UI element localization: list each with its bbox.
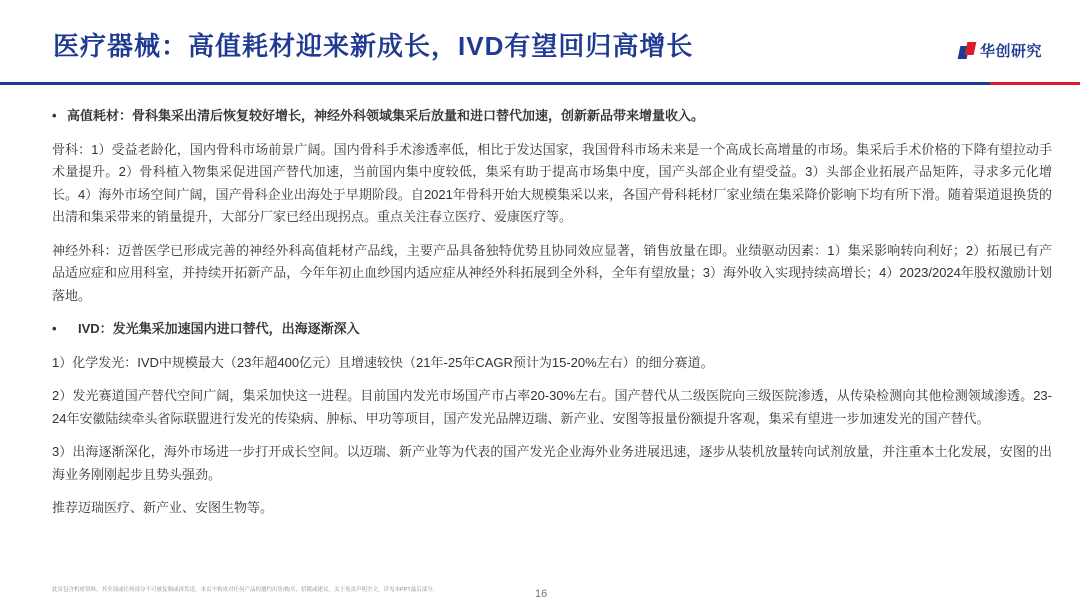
paragraph-ivd-2: 2）发光赛道国产替代空间广阔，集采加快这一进程。目前国内发光市场国产市占率20-30%左右。国产替代从二级医院向三级医院渗透，从传染检测向其他检测领域渗透。23-24年安徽陆续牵头省际联盟进行发光的传染病、肿标、甲功等项目，国产发光品牌迈瑞、新产业、安图等报量份额提升客观，集采有望进一步加速发光的国产替代。: [52, 388, 1052, 426]
header-divider: [0, 82, 1080, 85]
logo-text: 华创研究: [979, 43, 1042, 60]
slide-body: [52, 105, 1052, 531]
paragraph-ivd-1: 1）化学发光：IVD中规模最大（23年超400亿元）且增速较快（21年-25年CAGR预计为15-20%左右）的细分赛道。: [52, 354, 714, 370]
bullet-ivd: [52, 318, 1052, 341]
bullet-dot-icon: •: [52, 321, 57, 336]
logo-icon: [959, 42, 976, 59]
bullet-text: IVD：发光集采加速国内进口替代，出海逐渐深入: [78, 321, 360, 336]
paragraph-orthopedics: 骨科：1）受益老龄化，国内骨科市场前景广阔。国内骨科手术渗透率低，相比于发达国家，我国骨科市场未来是一个高成长高增量的市场。集采后手术价格的下降有望拉动手术量提升。2）骨科植入物集采促进国产替代加速，当前国内集中度较低，集采有助于提高市场集中度，国产头部企业有望受益。3）头部企业拓展产品矩阵，寻求多元化增长。4）海外市场空间广阔，国产骨科企业出海处于早期阶段。自2021年骨科开始大规模集采以来，各国产骨科耗材厂家业绩在集采降价影响下均有所下滑。随着渠道退换货的出清和集采带来的销量提升，大部分厂家已经出现拐点。重点关注春立医疗、爱康医疗等。: [52, 141, 1052, 224]
page-title: 医疗器械：高值耗材迎来新成长，IVD有望回归高增长: [53, 31, 694, 61]
page-number: 16: [535, 588, 548, 600]
bullet-text: 高值耗材：骨科集采出清后恢复较好增长，神经外科领域集采后放量和进口替代加速，创新新品带来增量收入。: [67, 108, 705, 123]
paragraph-ivd-3: 3）出海逐渐深化，海外市场进一步打开成长空间。以迈瑞、新产业等为代表的国产发光企业海外业务进展迅速，逐步从装机放量转向试剂放量，并注重本土化发展，安图的出海业务刚刚起步且势头强劲。: [52, 444, 1052, 482]
paragraph-neurosurgery: 神经外科：迈普医学已形成完善的神经外科高值耗材产品线，主要产品具备独特优势且协同效应显著，销售放量在即。业绩驱动因素：1）集采影响转向利好；2）拓展已有产品适应症和应用科室，并持续开拓新产品，今年年初止血纱国内适应症从神经外科拓展到全外科，全年有望放量；3）海外收入实现持续高增长；4）2023/2024年股权激励计划落地。: [52, 242, 1052, 303]
paragraph-recommendation: 推荐迈瑞医疗、新产业、安图生物等。: [52, 500, 274, 515]
brand-logo: [959, 40, 1042, 61]
bullet-high-value-consumables: [52, 105, 1052, 128]
disclaimer: 此页包含机密资料，其全部或任何部分不可被复制或再发送。本页不构成对任何产品的邀约出售/购买、招揽或建议。关于免责声明全文，详见本PPT最后部分。: [52, 587, 439, 593]
bullet-dot-icon: •: [52, 108, 57, 123]
